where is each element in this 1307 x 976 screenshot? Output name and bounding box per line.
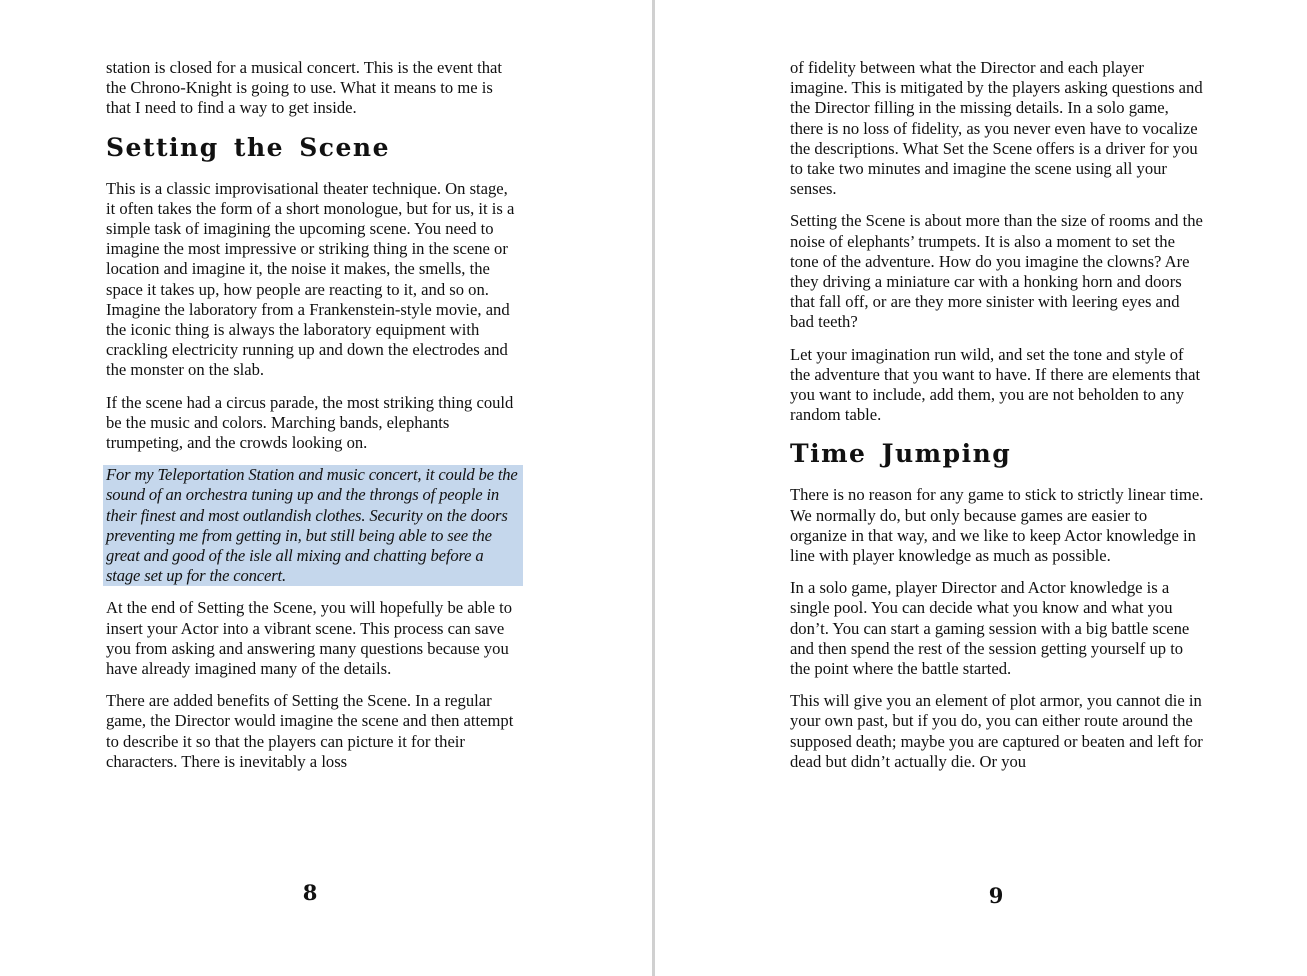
paragraph: This is a classic improvisational theater technique. On stage, it often takes the form of a short monologue, but for us, it is a simple task of imagining the upcoming scene. You need to imagine the most impressive or striking thing in the scene or location and imagine it, the noise it makes, the smells, the space it takes up, how people are reacting to it, and so on. Imagine the laboratory from a Frankenstein-style movie, and the iconic thing is always the laboratory equipment with crackling electricity running up and down the electrodes and the monster on the slab. — [106, 178, 515, 380]
left-page — [0, 0, 652, 976]
section-heading-setting-the-scene: Setting the Scene — [106, 132, 391, 162]
paragraph: Setting the Scene is about more than the size of rooms and the noise of elephants’ trumpets. It is also a moment to set the tone of the adventure. How do you imagine the clowns? Are they driving a miniature car with a honking horn and doors that fall off, or are they more sinister with leering eyes and bad teeth? — [790, 211, 1203, 332]
right-text-column — [790, 58, 1204, 784]
paragraph: This will give you an element of plot armor, you cannot die in your own past, but if you do, you can either route around the supposed death; maybe you are captured or beaten and left for dead but didn’t actually die. Or you — [790, 691, 1203, 771]
paragraph: Let your imagination run wild, and set the tone and style of the adventure that you want to have. If there are elements that you want to include, add them, you are not beholden to any random table. — [790, 344, 1201, 425]
paragraph: station is closed for a musical concert. This is the event that the Chrono-Knight is going to use. What it means to me is that I need to find a way to get inside. — [106, 58, 502, 118]
page-number: 9 — [988, 883, 1004, 908]
paragraph: If the scene had a circus parade, the most striking thing could be the music and colors. Marching bands, elephants trumpeting, and the crowds looking on. — [106, 392, 514, 453]
right-page — [655, 0, 1307, 976]
paragraph: of fidelity between what the Director and each player imagine. This is mitigated by the players asking questions and the Director filling in the missing details. In a solo game, there is no loss of fidelity, as you never even have to vocalize the descriptions. What Set the Scene offers is a driver for you to take two minutes and imagine the scene using all your senses. — [790, 58, 1203, 199]
page-number: 8 — [302, 880, 318, 905]
paragraph: There is no reason for any game to stick to strictly linear time. We normally do, but only because games are easier to organize in that way, and we like to keep Actor knowledge in line with player knowledge as much as possible. — [790, 485, 1204, 566]
section-heading-time-jumping: Time Jumping — [790, 439, 1012, 469]
paragraph: In a solo game, player Director and Actor knowledge is a single pool. You can decide what you know and what you don’t. You can start a gaming session with a big battle scene and then spend the rest of the session getting yourself up to the point where the battle started. — [790, 578, 1190, 679]
paragraph: There are added benefits of Setting the Scene. In a regular game, the Director would imagine the scene and then attempt to describe it so that the players can picture it for their characters. There is inevitably a loss — [106, 691, 514, 771]
highlighted-example-text[interactable]: For my Teleportation Station and music concert, it could be the sound of an orchestra tuning up and the throngs of people in their finest and most outlandish clothes. Security on the doors preventing me from getting in, but still being able to see the great and good of the isle all mixing and chatting before a stage set up for the concert. — [103, 465, 523, 586]
left-text-column — [106, 58, 520, 784]
paragraph: At the end of Setting the Scene, you will hopefully be able to insert your Actor into a vibrant scene. This process can save you from asking and answering many questions because you have already imagined many of the details. — [106, 598, 512, 679]
